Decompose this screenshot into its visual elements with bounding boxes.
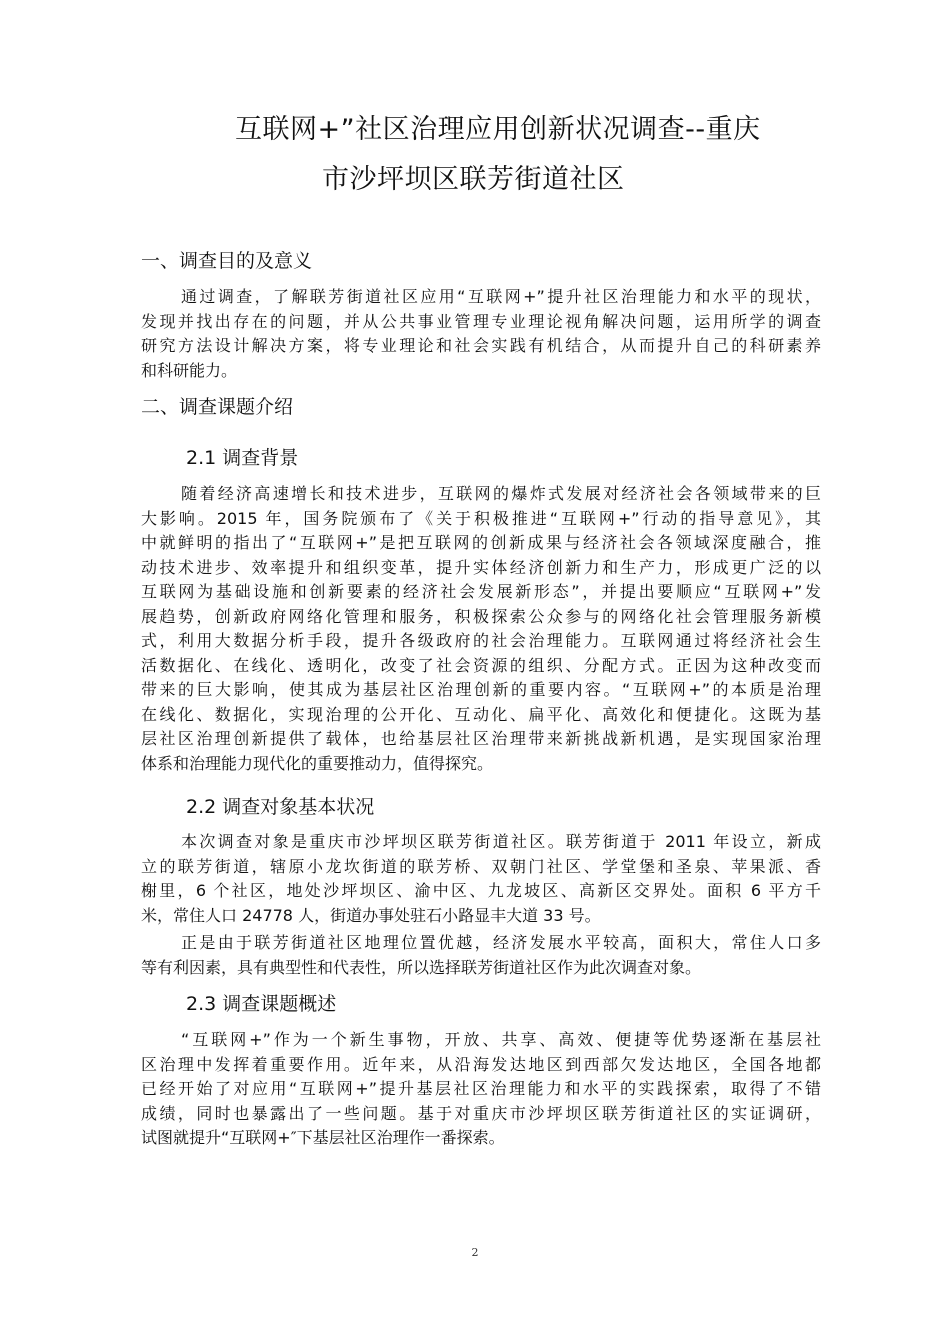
paragraph-line: 层社区治理创新提供了载体，也给基层社区治理带来新挑战新机遇，是实现国家治理 xyxy=(141,729,821,748)
paragraph-line: 动技术进步、效率提升和组织变革，提升实体经济创新力和生产力，形成更广泛的以 xyxy=(141,557,821,577)
paragraph-line: 大影响。2015 年，国务院颁布了《关于积极推进“互联网+”行动的指导意见》，其 xyxy=(141,508,821,528)
paragraph-line: 在线化、数据化，实现治理的公开化、互动化、扁平化、高效化和便捷化。这既为基 xyxy=(141,704,821,724)
document-title-line-1: 互联网+”社区治理应用创新状况调查--重庆 xyxy=(235,114,761,145)
paragraph-line: 发现并找出存在的问题，并从公共事业管理专业理论视角解决问题，运用所学的调查 xyxy=(141,311,821,331)
paragraph-line: 和科研能力。 xyxy=(141,360,238,380)
paragraph-overview xyxy=(141,1028,821,1151)
paragraph-line: 研究方法设计解决方案，将专业理论和社会实践有机结合，从而提升自己的科研素养 xyxy=(141,336,821,355)
paragraph-line: 榭里，6 个社区，地处沙坪坝区、渝中区、九龙坡区、高新区交界处。面积 6 平方千 xyxy=(141,881,821,900)
paragraph-line: 体系和治理能力现代化的重要推动力，值得探究。 xyxy=(141,753,494,773)
paragraph-line: 正是由于联芳街道社区地理位置优越，经济发展水平较高，面积大，常住人口多 xyxy=(181,933,821,952)
paragraph-line: 本次调查对象是重庆市沙坪坝区联芳街道社区。联芳街道于 2011 年设立，新成 xyxy=(181,832,821,851)
section-heading-topic: 二、调查课题介绍 xyxy=(141,396,294,418)
document-title-line-2: 市沙坪坝区联芳街道社区 xyxy=(322,164,625,195)
paragraph-line: 通过调查，了解联芳街道社区应用“互联网+”提升社区治理能力和水平的现状， xyxy=(181,287,821,306)
paragraph-line: 随着经济高速增长和技术进步，互联网的爆炸式发展对经济社会各领域带来的巨 xyxy=(181,484,821,503)
paragraph-line: 米，常住人口 24778 人，街道办事处驻石小路显丰大道 33 号。 xyxy=(141,905,601,925)
paragraph-line: 互联网为基础设施和创新要素的经济社会发展新形态”，并提出要顺应“互联网+”发 xyxy=(141,582,821,601)
paragraph-line: 带来的巨大影响，使其成为基层社区治理创新的重要内容。“互联网+”的本质是治理 xyxy=(141,680,821,699)
paragraph-line: 展趋势，创新政府网络化管理和服务，积极探索公众参与的网络化社会管理服务新模 xyxy=(141,606,821,626)
page-number: 2 xyxy=(471,1246,479,1259)
paragraph-subject-reason xyxy=(141,931,821,980)
paragraph-line: 区治理中发挥着重要作用。近年来，从沿海发达地区到西部欠发达地区，全国各地都 xyxy=(141,1054,821,1074)
paragraph-line: 式，利用大数据分析手段，提升各级政府的社会治理能力。互联网通过将经济社会生 xyxy=(141,631,821,650)
paragraph-line: 等有利因素，具有典型性和代表性，所以选择联芳街道社区作为此次调查对象。 xyxy=(141,957,702,977)
paragraph-line: 成绩，同时也暴露出了一些问题。基于对重庆市沙坪坝区联芳街道社区的实证调研， xyxy=(141,1103,821,1123)
paragraph-line: 中就鲜明的指出了“互联网+”是把互联网的创新成果与经济社会各领域深度融合，推 xyxy=(141,533,821,552)
paragraph-line: 已经开始了对应用“互联网+”提升基层社区治理能力和水平的实践探索，取得了不错 xyxy=(141,1079,821,1098)
subsection-heading-subject: 2.2 调查对象基本状况 xyxy=(186,796,375,818)
paragraph-purpose xyxy=(141,285,821,383)
section-heading-purpose: 一、调查目的及意义 xyxy=(141,250,313,272)
paragraph-background xyxy=(141,482,821,776)
subsection-heading-background: 2.1 调查背景 xyxy=(186,447,299,469)
paragraph-line: 试图就提升“互联网+″下基层社区治理作一番探索。 xyxy=(141,1128,505,1147)
paragraph-subject xyxy=(141,830,821,928)
paragraph-line: 活数据化、在线化、透明化，改变了社会资源的组织、分配方式。正因为这种改变而 xyxy=(141,655,821,675)
paragraph-line: “互联网+”作为一个新生事物，开放、共享、高效、便捷等优势逐渐在基层社 xyxy=(181,1030,821,1049)
subsection-heading-overview: 2.3 调查课题概述 xyxy=(186,993,337,1015)
paragraph-line: 立的联芳街道，辖原小龙坎街道的联芳桥、双朝门社区、学堂堡和圣泉、苹果派、香 xyxy=(141,856,821,876)
